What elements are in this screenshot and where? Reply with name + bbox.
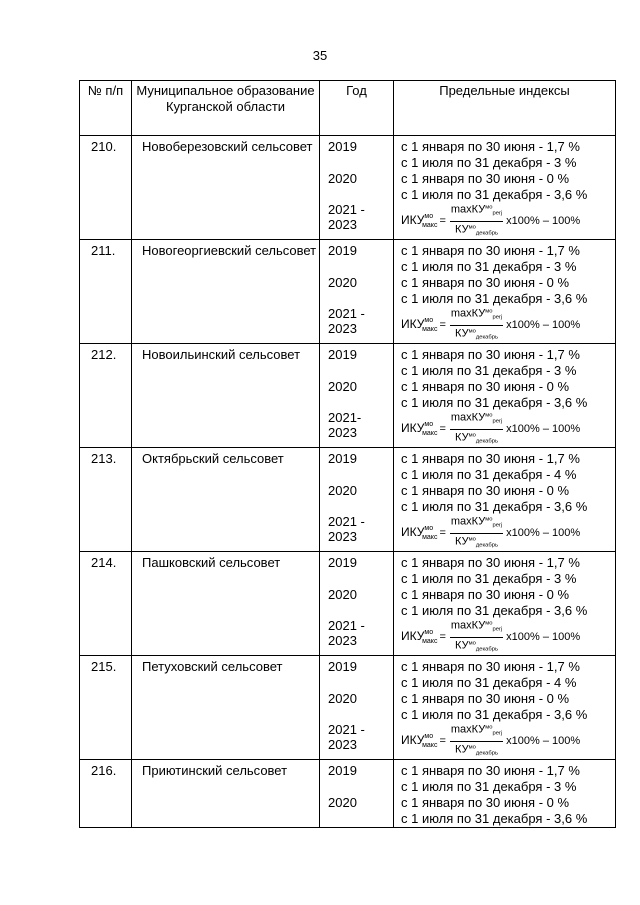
year-range-start: 2021 - xyxy=(328,722,365,737)
row-years xyxy=(320,656,394,760)
index-line: с 1 июля по 31 декабря - 3 % xyxy=(401,779,577,794)
index-line: с 1 января по 30 июня - 0 % xyxy=(401,379,570,394)
index-line: с 1 января по 30 июня - 1,7 % xyxy=(401,555,580,570)
year-2020: 2020 xyxy=(328,171,357,186)
formula-tail: х100% – 100% xyxy=(506,527,581,539)
formula-fraction: $\frac{\max КУ^{мо}_{perj}}{КУ^{мо}_{декабрь}}$ xyxy=(450,619,503,653)
row-years xyxy=(320,136,394,240)
row-indices xyxy=(394,136,616,240)
header-num: № п/п xyxy=(80,81,132,136)
year-2020: 2020 xyxy=(328,795,357,810)
formula-lhs: $ИКУ^{мо}_{макс}$ xyxy=(401,732,438,749)
year-range-end: 2023 xyxy=(328,737,357,752)
index-formula: $ИКУ^{мо}_{макс}$ = $\frac{\max КУ^{мо}_{perj}}{КУ^{мо}_{декабрь}}$ х100% – 100% xyxy=(401,515,615,551)
table-row xyxy=(80,240,616,344)
index-line: с 1 января по 30 июня - 0 % xyxy=(401,275,570,290)
index-line: с 1 июля по 31 декабря - 4 % xyxy=(401,467,577,482)
year-range-start: 2021 - xyxy=(328,202,365,217)
year-2019: 2019 xyxy=(328,139,357,154)
year-range-start: 2021 - xyxy=(328,306,365,321)
formula-lhs: $ИКУ^{мо}_{макс}$ xyxy=(401,420,438,437)
row-municipality: Пашковский сельсовет xyxy=(132,552,320,656)
table-row xyxy=(80,760,616,828)
index-line: с 1 июля по 31 декабря - 3,6 % xyxy=(401,707,588,722)
year-range-start: 2021- xyxy=(328,410,362,425)
table-row xyxy=(80,656,616,760)
year-range-end: 2023 xyxy=(328,217,357,232)
index-line: с 1 июля по 31 декабря - 3 % xyxy=(401,155,577,170)
index-line: с 1 июля по 31 декабря - 3,6 % xyxy=(401,499,588,514)
row-number: 215. xyxy=(80,656,132,760)
row-years xyxy=(320,240,394,344)
row-municipality: Петуховский сельсовет xyxy=(132,656,320,760)
formula-fraction: $\frac{\max КУ^{мо}_{perj}}{КУ^{мо}_{декабрь}}$ xyxy=(450,515,503,549)
year-2019: 2019 xyxy=(328,555,357,570)
index-line: с 1 июля по 31 декабря - 3,6 % xyxy=(401,811,588,826)
formula-fraction: $\frac{\max КУ^{мо}_{perj}}{КУ^{мо}_{декабрь}}$ xyxy=(450,723,503,757)
formula-lhs: $ИКУ^{мо}_{макс}$ xyxy=(401,316,438,333)
index-formula: $ИКУ^{мо}_{макс}$ = $\frac{\max КУ^{мо}_{perj}}{КУ^{мо}_{декабрь}}$ х100% – 100% xyxy=(401,411,615,447)
index-line: с 1 января по 30 июня - 0 % xyxy=(401,483,570,498)
index-line: с 1 июля по 31 декабря - 3,6 % xyxy=(401,603,588,618)
row-number: 210. xyxy=(80,136,132,240)
formula-fraction: $\frac{\max КУ^{мо}_{perj}}{КУ^{мо}_{декабрь}}$ xyxy=(450,307,503,341)
year-2019: 2019 xyxy=(328,659,357,674)
index-line: с 1 января по 30 июня - 0 % xyxy=(401,171,570,186)
row-indices xyxy=(394,552,616,656)
index-line: с 1 июля по 31 декабря - 3,6 % xyxy=(401,291,588,306)
row-indices xyxy=(394,656,616,760)
index-line: с 1 июля по 31 декабря - 3,6 % xyxy=(401,187,588,202)
formula-tail: х100% – 100% xyxy=(506,319,581,331)
header-municipality: Муниципальное образование Курганской области xyxy=(132,81,320,136)
row-years xyxy=(320,760,394,828)
formula-lhs: $ИКУ^{мо}_{макс}$ xyxy=(401,628,438,645)
year-2020: 2020 xyxy=(328,691,357,706)
year-2019: 2019 xyxy=(328,451,357,466)
index-line: с 1 января по 30 июня - 1,7 % xyxy=(401,243,580,258)
page-number: 35 xyxy=(312,48,328,63)
table-row xyxy=(80,344,616,448)
row-municipality: Октябрьский сельсовет xyxy=(132,448,320,552)
index-line: с 1 января по 30 июня - 1,7 % xyxy=(401,659,580,674)
row-indices xyxy=(394,344,616,448)
row-municipality: Новоильинский сельсовет xyxy=(132,344,320,448)
index-formula: $ИКУ^{мо}_{макс}$ = $\frac{\max КУ^{мо}_{perj}}{КУ^{мо}_{декабрь}}$ х100% – 100% xyxy=(401,203,615,239)
table-row xyxy=(80,448,616,552)
row-municipality: Приютинский сельсовет xyxy=(132,760,320,828)
table-header-row xyxy=(80,81,616,136)
table-row xyxy=(80,552,616,656)
index-line: с 1 января по 30 июня - 0 % xyxy=(401,795,570,810)
index-formula: $ИКУ^{мо}_{макс}$ = $\frac{\max КУ^{мо}_{perj}}{КУ^{мо}_{декабрь}}$ х100% – 100% xyxy=(401,307,615,343)
year-range-start: 2021 - xyxy=(328,618,365,633)
year-2019: 2019 xyxy=(328,763,357,778)
formula-tail: х100% – 100% xyxy=(506,631,581,643)
index-line: с 1 января по 30 июня - 0 % xyxy=(401,587,570,602)
row-municipality: Новоберезовский сельсовет xyxy=(132,136,320,240)
year-2020: 2020 xyxy=(328,587,357,602)
index-line: с 1 января по 30 июня - 1,7 % xyxy=(401,763,580,778)
year-range-end: 2023 xyxy=(328,425,357,440)
formula-fraction: $\frac{\max КУ^{мо}_{perj}}{КУ^{мо}_{декабрь}}$ xyxy=(450,203,503,237)
row-years xyxy=(320,552,394,656)
index-line: с 1 июля по 31 декабря - 3 % xyxy=(401,571,577,586)
index-formula: $ИКУ^{мо}_{макс}$ = $\frac{\max КУ^{мо}_{perj}}{КУ^{мо}_{декабрь}}$ х100% – 100% xyxy=(401,723,615,759)
row-number: 214. xyxy=(80,552,132,656)
indices-table xyxy=(79,80,616,828)
year-2020: 2020 xyxy=(328,379,357,394)
row-indices xyxy=(394,240,616,344)
index-line: с 1 января по 30 июня - 1,7 % xyxy=(401,451,580,466)
formula-lhs: $ИКУ^{мо}_{макс}$ xyxy=(401,212,438,229)
year-range-end: 2023 xyxy=(328,633,357,648)
row-municipality: Новогеоргиевский сельсовет xyxy=(132,240,320,344)
year-2020: 2020 xyxy=(328,483,357,498)
index-line: с 1 января по 30 июня - 0 % xyxy=(401,691,570,706)
row-number: 213. xyxy=(80,448,132,552)
formula-tail: х100% – 100% xyxy=(506,423,581,435)
formula-fraction: $\frac{\max КУ^{мо}_{perj}}{КУ^{мо}_{декабрь}}$ xyxy=(450,411,503,445)
year-2020: 2020 xyxy=(328,275,357,290)
formula-tail: х100% – 100% xyxy=(506,735,581,747)
row-number: 211. xyxy=(80,240,132,344)
row-number: 212. xyxy=(80,344,132,448)
row-indices xyxy=(394,760,616,828)
formula-lhs: $ИКУ^{мо}_{макс}$ xyxy=(401,524,438,541)
formula-tail: х100% – 100% xyxy=(506,215,581,227)
row-indices xyxy=(394,448,616,552)
year-range-start: 2021 - xyxy=(328,514,365,529)
header-year: Год xyxy=(320,81,394,136)
year-range-end: 2023 xyxy=(328,529,357,544)
index-line: с 1 июля по 31 декабря - 4 % xyxy=(401,675,577,690)
row-years xyxy=(320,448,394,552)
year-range-end: 2023 xyxy=(328,321,357,336)
index-line: с 1 января по 30 июня - 1,7 % xyxy=(401,139,580,154)
index-line: с 1 января по 30 июня - 1,7 % xyxy=(401,347,580,362)
index-formula: $ИКУ^{мо}_{макс}$ = $\frac{\max КУ^{мо}_{perj}}{КУ^{мо}_{декабрь}}$ х100% – 100% xyxy=(401,619,615,655)
row-number: 216. xyxy=(80,760,132,828)
year-2019: 2019 xyxy=(328,243,357,258)
table-row xyxy=(80,136,616,240)
index-line: с 1 июля по 31 декабря - 3 % xyxy=(401,363,577,378)
header-indices: Предельные индексы xyxy=(394,81,616,136)
index-line: с 1 июля по 31 декабря - 3 % xyxy=(401,259,577,274)
year-2019: 2019 xyxy=(328,347,357,362)
row-years xyxy=(320,344,394,448)
index-line: с 1 июля по 31 декабря - 3,6 % xyxy=(401,395,588,410)
